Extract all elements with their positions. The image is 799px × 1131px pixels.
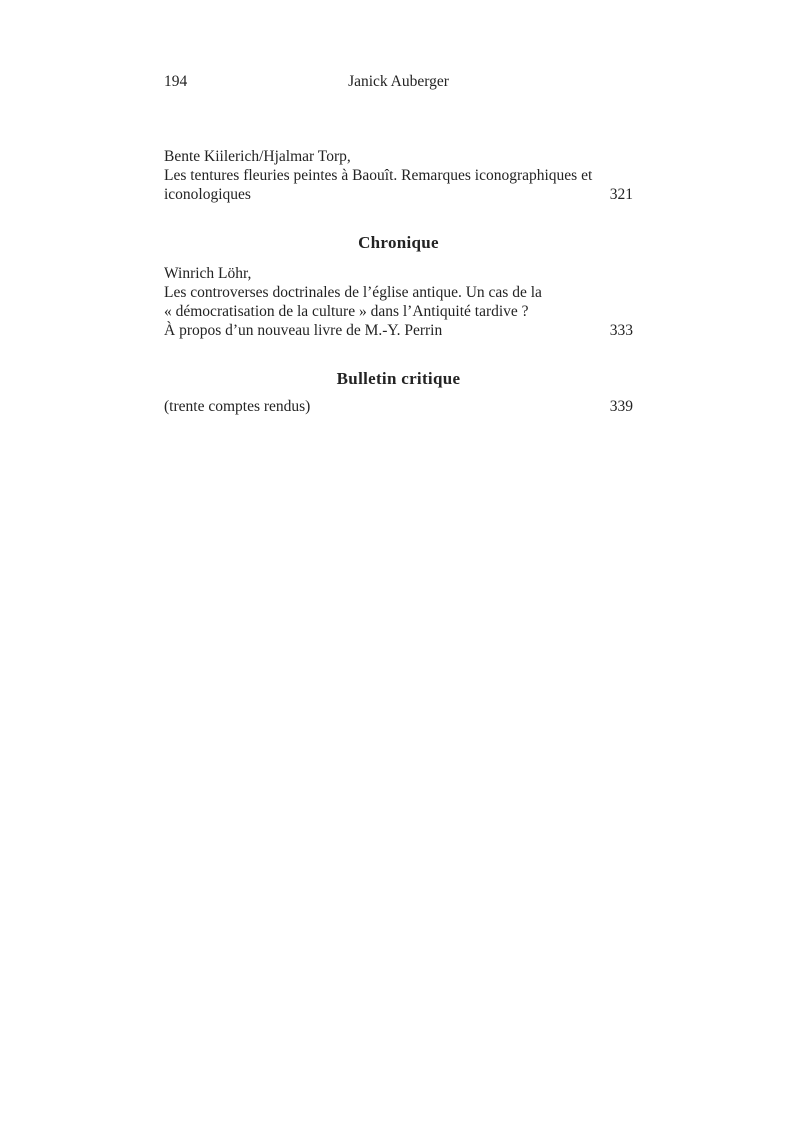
entry-note: (trente comptes rendus)	[164, 398, 311, 415]
entry-page-number: 339	[609, 398, 633, 415]
section-heading-bulletin-critique: Bulletin critique	[336, 369, 461, 388]
running-header	[164, 72, 633, 91]
entry-authors: Bente Kiilerich/Hjalmar Torp,	[164, 148, 351, 165]
entry-last-line	[164, 321, 633, 340]
entry-authors: Winrich Löhr,	[164, 265, 252, 282]
section-heading-chronique: Chronique	[358, 233, 439, 252]
entry-title-line: « démocratisation de la culture » dans l’Antiquité tardive ?	[164, 303, 529, 320]
entry-page-number: 333	[609, 322, 633, 339]
entry-title-line: Les tentures fleuries peintes à Baouît. Remarques iconographiques et	[164, 167, 593, 184]
entry-title-line: iconologiques	[164, 186, 251, 203]
toc-entry-kiilerich	[164, 147, 633, 204]
entry-title-line: Les controverses doctrinales de l’église antique. Un cas de la	[164, 284, 542, 301]
entry-last-line	[164, 185, 633, 204]
page-number: 194	[164, 73, 188, 90]
page-content	[164, 0, 633, 416]
entry-title-line: À propos d’un nouveau livre de M.-Y. Perrin	[164, 322, 443, 339]
running-head-author: Janick Auberger	[348, 73, 449, 90]
toc-entry-lohr	[164, 264, 633, 340]
toc-entry-bulletin	[164, 397, 633, 416]
entry-last-line	[164, 397, 633, 416]
entry-page-number: 321	[609, 186, 633, 203]
